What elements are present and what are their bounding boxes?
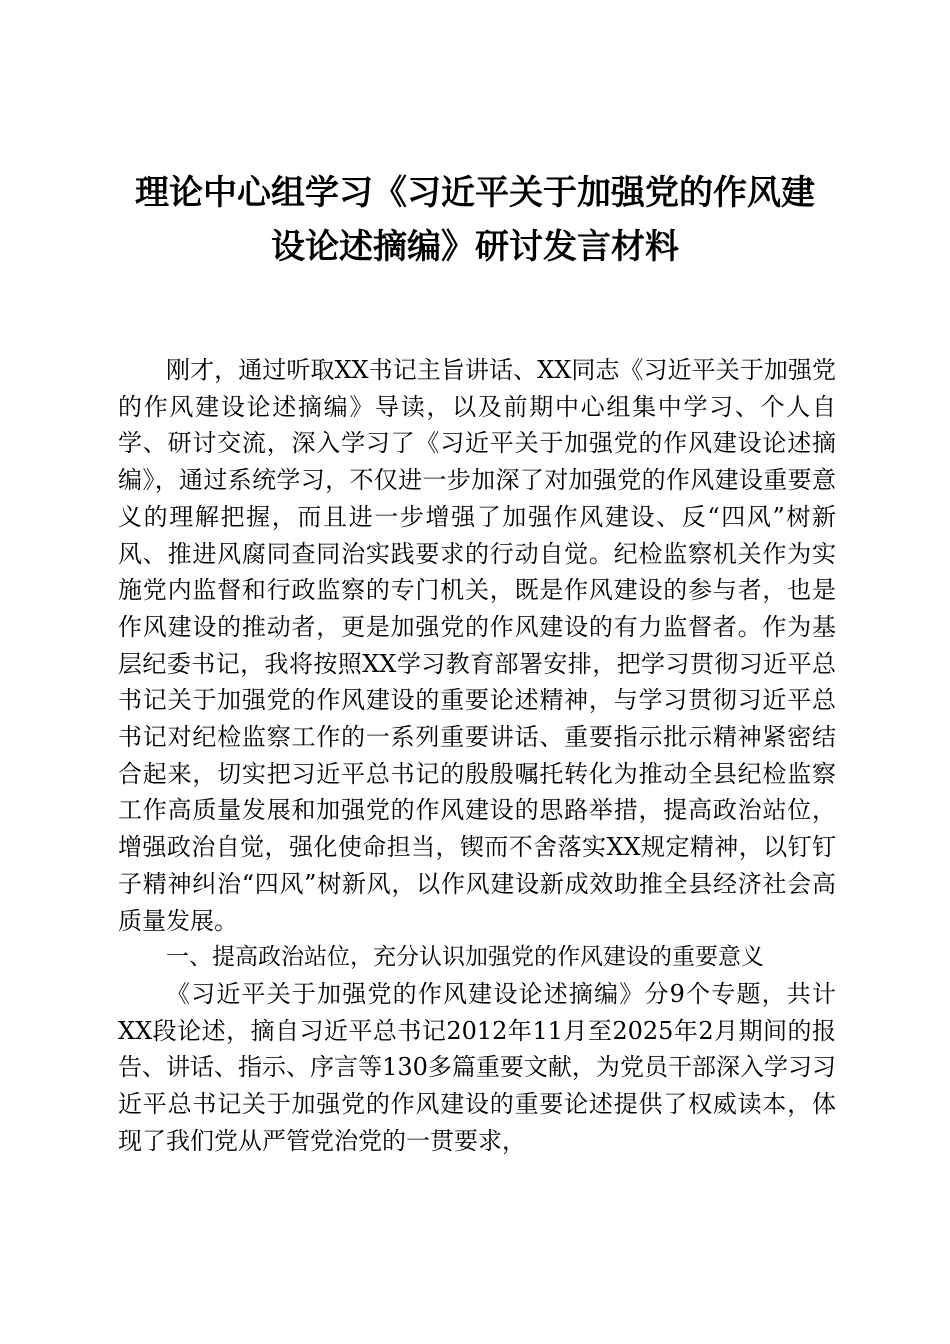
title-line-2: 设论述摘编》研讨发言材料 — [271, 227, 679, 267]
paragraph-intro: 刚才，通过听取XX书记主旨讲话、XX同志《习近平关于加强党的作风建设论述摘编》导读，以及前期中心组集中学习、个人自学、研讨交流，深入学习了《习近平关于加强党的作风建设论述摘编》，通过系统学习，不仅进一步加深了对加强党的作风建设重要意义的理解把握，而且进一步增强了加强作风建设、反“四风”树新风、推进风腐同查同治实践要求的行动自觉。纪检监察机关作为实施党内监督和行政监察的专门机关，既是作风建设的参与者，也是作风建设的推动者，更是加强党的作风建设的有力监督者。作为基层纪委书记，我将按照XX学习教育部署安排，把学习贯彻习近平总书记关于加强党的作风建设的重要论述精神，与学习贯彻习近平总书记对纪检监察工作的一系列重要讲话、重要指示批示精神紧密结合起来，切实把习近平总书记的殷殷嘱托转化为推动全县纪检监察工作高质量发展和加强党的作风建设的思路举措，提高政治站位，增强政治自觉，强化使命担当，锲而不舍落实XX规定精神，以钉钉子精神纠治“四风”树新风，以作风建设新成效助推全县经济社会高质量发展。 — [118, 356, 836, 935]
document-title — [118, 166, 832, 274]
document-body — [118, 352, 836, 1159]
title-line-1: 理论中心组学习《习近平关于加强党的作风建 — [135, 173, 815, 213]
paragraph-section-1: 《习近平关于加强党的作风建设论述摘编》分9个专题，共计XX段论述，摘自习近平总书记2012年11月至2025年2月期间的报告、讲话、指示、序言等130多篇重要文献，为党员干部深入学习习近平总书记关于加强党的作风建设的重要论述提供了权威读本，体现了我们党从严管党治党的一贯要求， — [118, 979, 836, 1155]
section-heading-1: 一、提高政治站位，充分认识加强党的作风建设的重要意义 — [166, 944, 764, 971]
